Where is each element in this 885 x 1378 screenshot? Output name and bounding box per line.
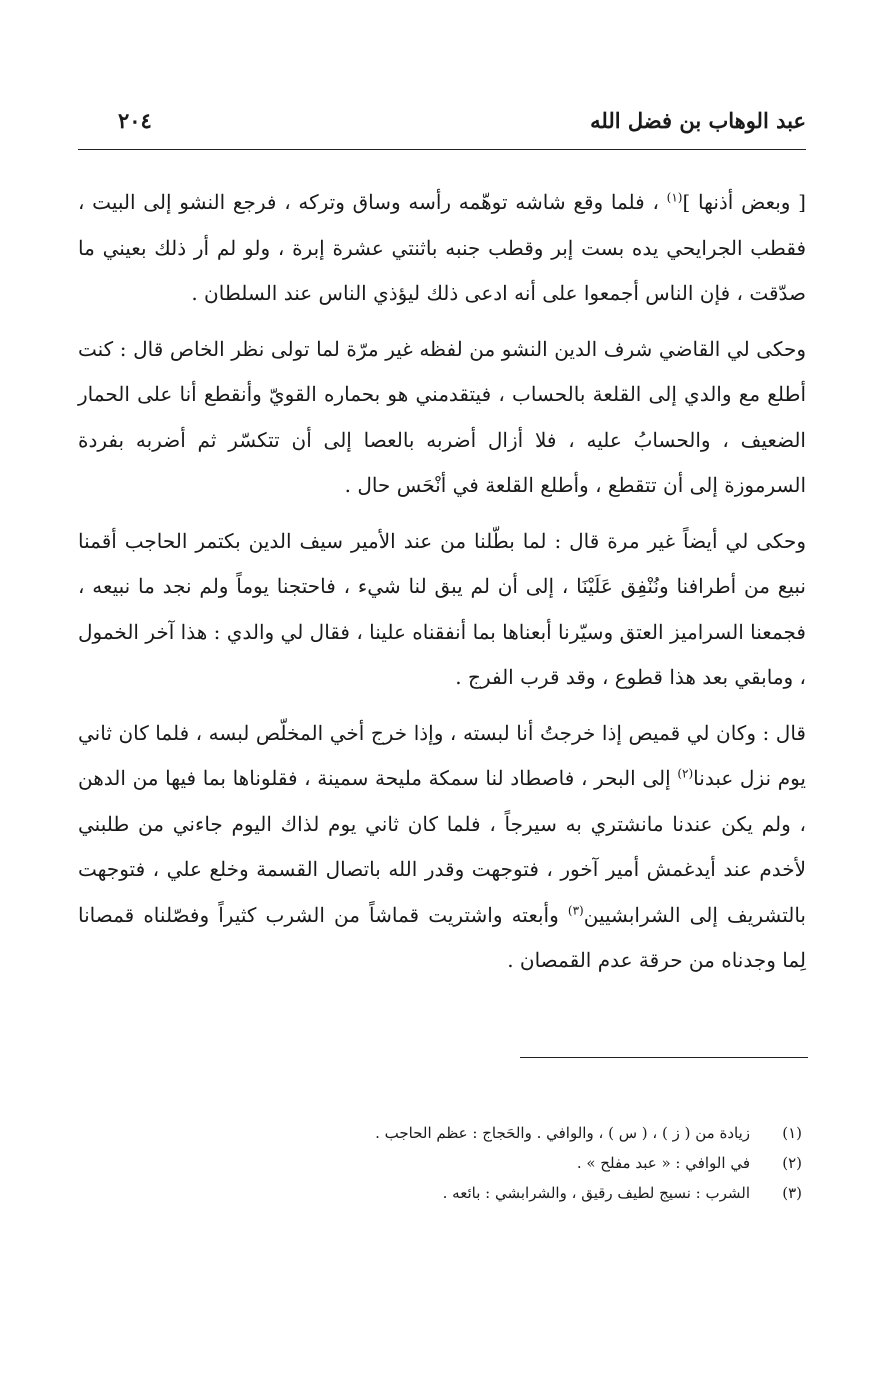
running-title: عبد الوهاب بن فضل الله [590, 108, 806, 133]
footnote-1 [78, 1118, 806, 1148]
footnote-text: الشرب : نسيج لطيف رقيق ، والشرابشي : بائعه . [442, 1184, 750, 1202]
paragraph-4-start: قال : وكان لي قميص إذا خرجتُ أنا لبسته ، وإذا خرج أخي المخلّص لبسه ، فلما كان ثاني يوم نزل عبدنا [78, 720, 806, 790]
footnote-mark: (٣) [782, 1184, 802, 1202]
paragraph-4 [78, 711, 806, 984]
footnote-mark: (٢) [782, 1154, 802, 1172]
footnote-mark: (١) [782, 1124, 802, 1142]
footnote-ref-1: (١) [666, 190, 683, 205]
paragraph-1-rest: ، فلما وقع شاشه توهّمه رأسه وساق وتركه ، فرجع النشو إلى البيت ، فقطب الجرايحي يده بست إبر وقطب جنبه باثنتي عشرة إبرة ، ولو لم أر ذلك بعيني ما صدّقت ، فإن الناس أجمعوا على أنه ادعى ذلك ليؤذي الناس عند السلطان . [78, 190, 806, 305]
paragraph-1 [78, 180, 806, 317]
paragraph-1-start: [ وبعض أذنها ] [682, 190, 806, 214]
footnotes [78, 1118, 806, 1208]
paragraph-3: وحكى لي أيضاً غير مرة قال : لما بطّلنا من عند الأمير سيف الدين بكتمر الحاجب أقمنا نبيع من أطرافنا ونُنْفِق عَلَيْنَا ، إلى أن لم يبق لنا شيء ، فاحتجنا يوماً ولم نجد ما نبيعه ، فجمعنا السراميز العتق وسيّرنا أبعناها بما أنفقناه علينا ، فقال لي والدي : هذا آخر الخمول ، ومابقي بعد هذا قطوع ، وقد قرب الفرج . [78, 528, 807, 689]
footnote-ref-2: (٢) [677, 766, 694, 781]
footnote-ref-3: (٣) [567, 902, 584, 917]
paragraph-4-middle: إلى البحر ، فاصطاد لنا سمكة مليحة سمينة ، فقلوناها بما فيها من الدهن ، ولم يكن عندنا مانشتري به سيرجاً ، فلما كان ثاني يوم لذاك اليوم جاءني من طلبني لأخدم عند أيدغمش أمير آخور ، فتوجهت وقدر الله باتصال القسمة وخلع علي ، فتوجهت بالتشريف إلى الشرابشيين [78, 766, 806, 927]
running-header [78, 108, 806, 146]
footnote-text: زيادة من ( ز ) ، ( س ) ، والوافي . والحَجاج : عظم الحاجب . [375, 1124, 750, 1142]
footnote-text: في الوافي : « عبد مفلح » . [576, 1154, 750, 1172]
footnote-2 [78, 1148, 806, 1178]
paragraph-2: وحكى لي القاضي شرف الدين النشو من لفظه غير مرّة لما تولى نظر الخاص قال : كنت أطلع مع والدي إلى القلعة بالحساب ، فيتقدمني هو بحماره القويّ وأنقطع أنا على الحمار الضعيف ، والحسابُ عليه ، فلا أزال أضربه بالعصا إلى أن تتكسّر ثم أضربه بفردة السرموزة إلى أن تتقطع ، وأطلع القلعة في أنْحَس حال . [78, 336, 806, 497]
page-number: ٢٠٤ [118, 108, 152, 133]
header-rule [78, 149, 806, 150]
footnote-rule [520, 1057, 808, 1058]
footnote-3 [78, 1178, 806, 1208]
paragraph-4-rest: وأبعته واشتريت قماشاً من الشرب كثيراً وفصّلناه قمصانا لِما وجدناه من حرقة عدم القمصان . [78, 902, 806, 972]
main-text [78, 180, 806, 994]
